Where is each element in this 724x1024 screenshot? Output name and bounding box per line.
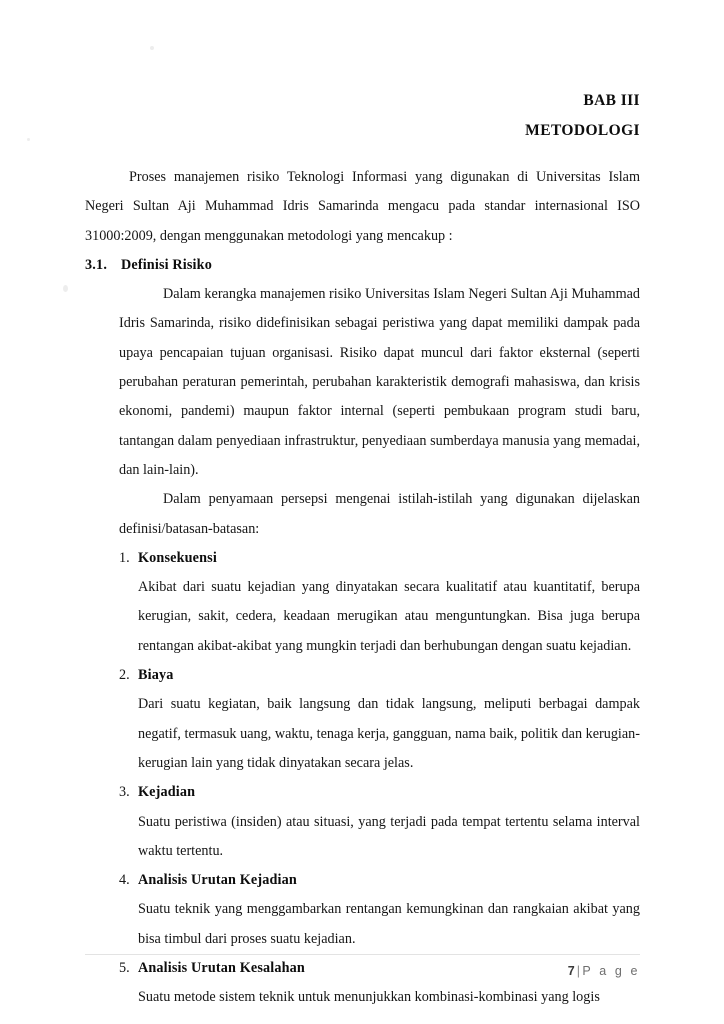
list-item-term: Analisis Urutan Kesalahan — [138, 960, 305, 977]
chapter-title: METODOLOGI — [525, 122, 640, 139]
section-title: Definisi Risiko — [121, 256, 212, 273]
scan-speck — [27, 138, 30, 141]
list-item-description: Akibat dari suatu kejadian yang dinyatakan secara kualitatif atau kuantitatif, berupa kerugian, sakit, cedera, keadaan merugikan atau menguntungkan. Bisa juga berupa rentangan akibat-akibat yang mungkin terjadi dan berhubungan dengan suatu kejadian. — [138, 579, 640, 654]
document-body — [85, 163, 640, 1013]
list-item-description: Dari suatu kegiatan, baik langsung dan tidak langsung, meliputi berbagai dampak negatif, termasuk uang, waktu, tenaga kerja, gangguan, nama baik, politik dan kerugian-kerugian lain yang tidak dinyatakan secara jelas. — [138, 696, 640, 771]
list-item-description: Suatu peristiwa (insiden) atau situasi, yang terjadi pada tempat tertentu selama interval waktu tertentu. — [138, 813, 640, 859]
definition-list — [119, 544, 640, 1013]
list-item — [119, 778, 640, 866]
section-body — [119, 280, 640, 544]
list-item-term: Analisis Urutan Kejadian — [138, 872, 297, 889]
scan-speck — [150, 46, 154, 50]
page-number-label — [85, 964, 640, 978]
page-footer — [85, 954, 640, 978]
footer-divider — [85, 954, 640, 955]
list-item-number: 2. — [119, 667, 130, 684]
section-number: 3.1. — [85, 256, 108, 273]
section-paragraph-2: Dalam penyamaan persepsi mengenai istilah-istilah yang digunakan dijelaskan definisi/batasan-batasan: — [119, 491, 640, 537]
chapter-label: BAB III — [583, 92, 640, 109]
list-item-number: 3. — [119, 784, 130, 801]
chapter-heading — [85, 86, 640, 146]
list-item-number: 5. — [119, 960, 130, 977]
scan-speck — [63, 285, 68, 292]
page-number-separator: | — [576, 964, 581, 978]
list-item-term: Biaya — [138, 667, 174, 684]
list-item-number: 4. — [119, 872, 130, 889]
page-word: P a g e — [582, 964, 640, 978]
list-item — [119, 661, 640, 778]
list-item-description: Suatu metode sistem teknik untuk menunjukkan kombinasi-kombinasi yang logis — [138, 989, 600, 1006]
section-paragraph-1: Dalam kerangka manajemen risiko Universitas Islam Negeri Sultan Aji Muhammad Idris Samarinda, risiko didefinisikan sebagai peristiwa yang dapat memiliki dampak pada upaya pencapaian tujuan organisasi. Risiko dapat muncul dari faktor eksternal (seperti perubahan peraturan pemerintah, perubahan karakteristik demografi mahasiswa, dan krisis ekonomi, pandemi) maupun faktor internal (seperti pembukaan program studi baru, tantangan dalam penyediaan infrastruktur, penyediaan sumberdaya manusia yang memadai, dan lain-lain). — [119, 286, 640, 478]
list-item — [119, 544, 640, 661]
list-item-description: Suatu teknik yang menggambarkan rentangan kemungkinan dan rangkaian akibat yang bisa timbul dari proses suatu kejadian. — [138, 901, 640, 947]
list-item — [119, 866, 640, 954]
intro-paragraph: Proses manajemen risiko Teknologi Informasi yang digunakan di Universitas Islam Negeri Sultan Aji Muhammad Idris Samarinda mengacu pada standar internasional ISO 31000:2009, dengan menggunakan metodologi yang mencakup : — [85, 169, 640, 244]
list-item-term: Konsekuensi — [138, 549, 217, 566]
list-item-number: 1. — [119, 549, 130, 566]
list-item-term: Kejadian — [138, 784, 196, 801]
page-number-value: 7 — [567, 964, 575, 978]
section-heading-3-1 — [85, 251, 640, 280]
